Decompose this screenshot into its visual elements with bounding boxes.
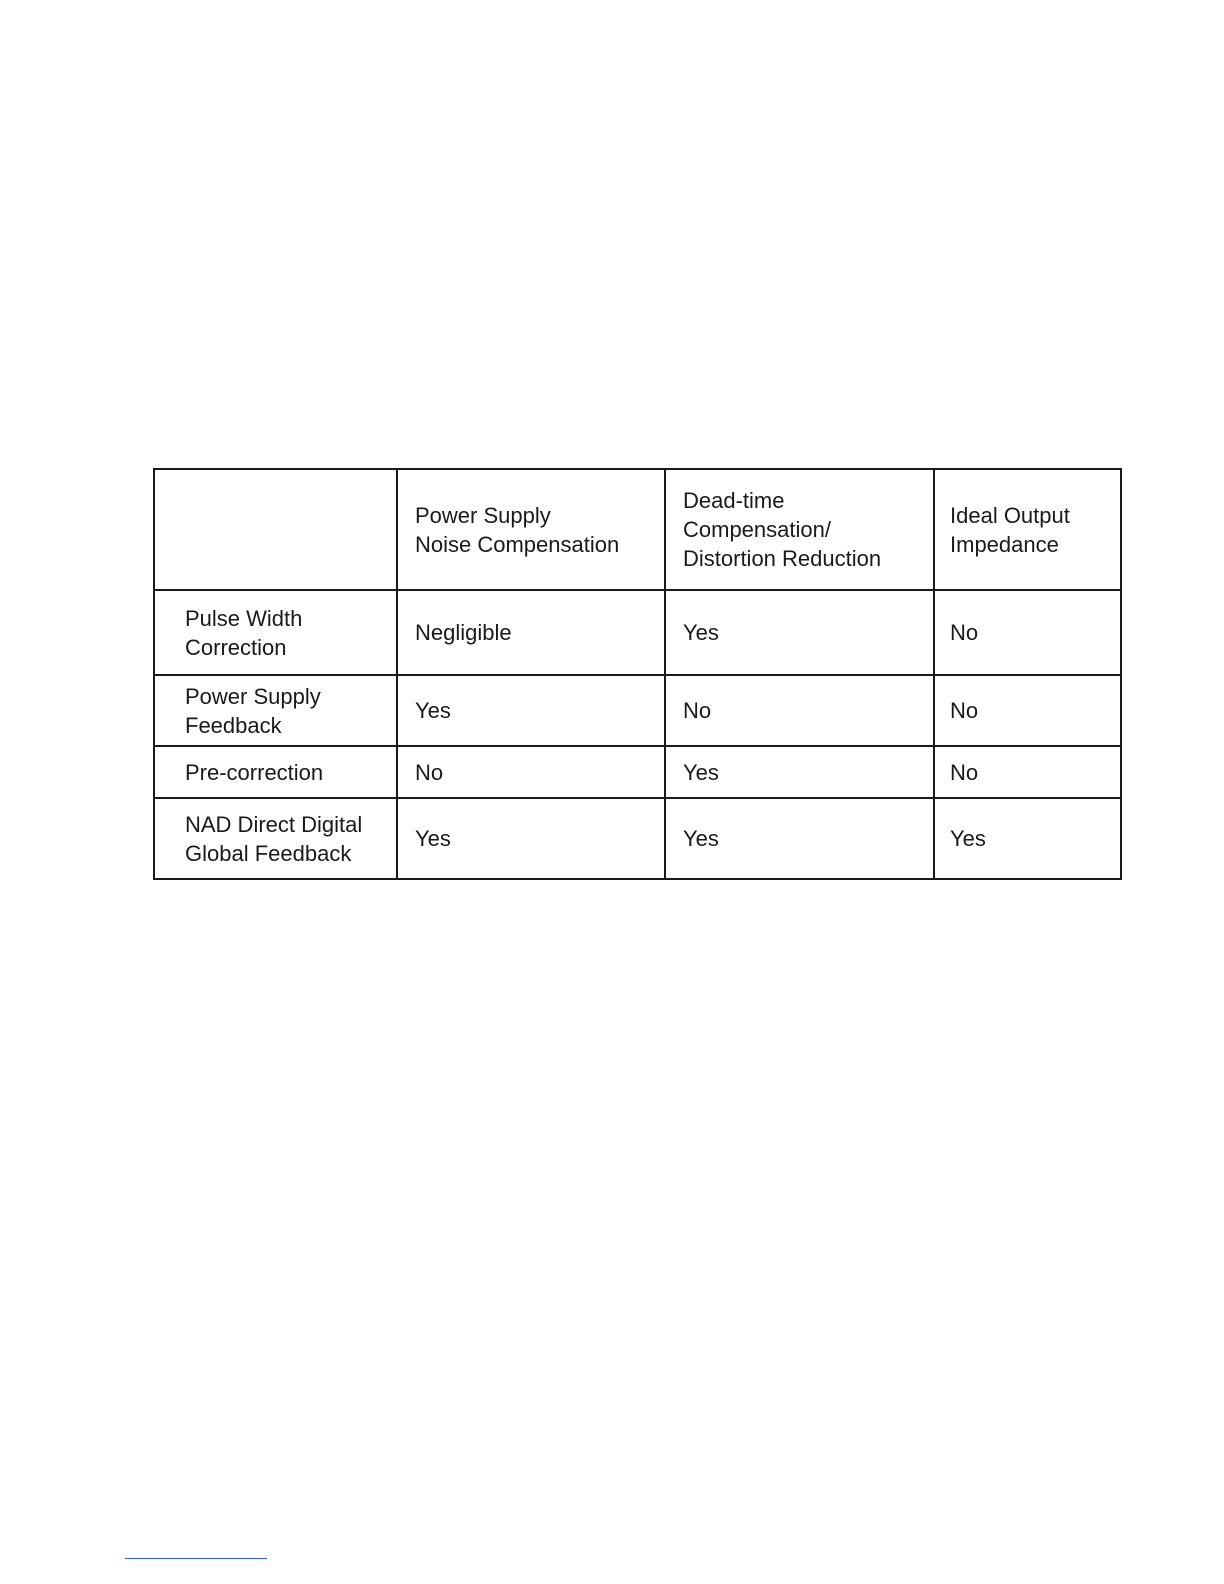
row-label-nad-direct-digital-global-feedback: NAD Direct Digital Global Feedback xyxy=(154,798,397,879)
table-cell: Yes xyxy=(934,798,1121,879)
table-row xyxy=(154,675,1121,746)
table-cell: Yes xyxy=(665,590,934,675)
row-label-power-supply-feedback: Power Supply Feedback xyxy=(154,675,397,746)
table-row xyxy=(154,746,1121,798)
table-cell: No xyxy=(934,590,1121,675)
table-row xyxy=(154,798,1121,879)
table-cell: Yes xyxy=(665,798,934,879)
header-ideal-output-impedance: Ideal Output Impedance xyxy=(934,469,1121,590)
table-cell: No xyxy=(934,675,1121,746)
comparison-table xyxy=(153,468,1122,880)
table-cell: Negligible xyxy=(397,590,665,675)
header-dead-time-compensation: Dead-time Compensation/ Distortion Reduction xyxy=(665,469,934,590)
table-cell: No xyxy=(665,675,934,746)
row-label-pulse-width-correction: Pulse Width Correction xyxy=(154,590,397,675)
row-label-pre-correction: Pre-correction xyxy=(154,746,397,798)
header-corner-cell xyxy=(154,469,397,590)
table-row xyxy=(154,590,1121,675)
table-cell: Yes xyxy=(397,675,665,746)
table-cell: No xyxy=(397,746,665,798)
table-cell: Yes xyxy=(665,746,934,798)
table-cell: Yes xyxy=(397,798,665,879)
table-cell: No xyxy=(934,746,1121,798)
table-header-row xyxy=(154,469,1121,590)
header-power-supply-noise-compensation: Power Supply Noise Compensation xyxy=(397,469,665,590)
footnote-separator-line xyxy=(125,1558,267,1559)
